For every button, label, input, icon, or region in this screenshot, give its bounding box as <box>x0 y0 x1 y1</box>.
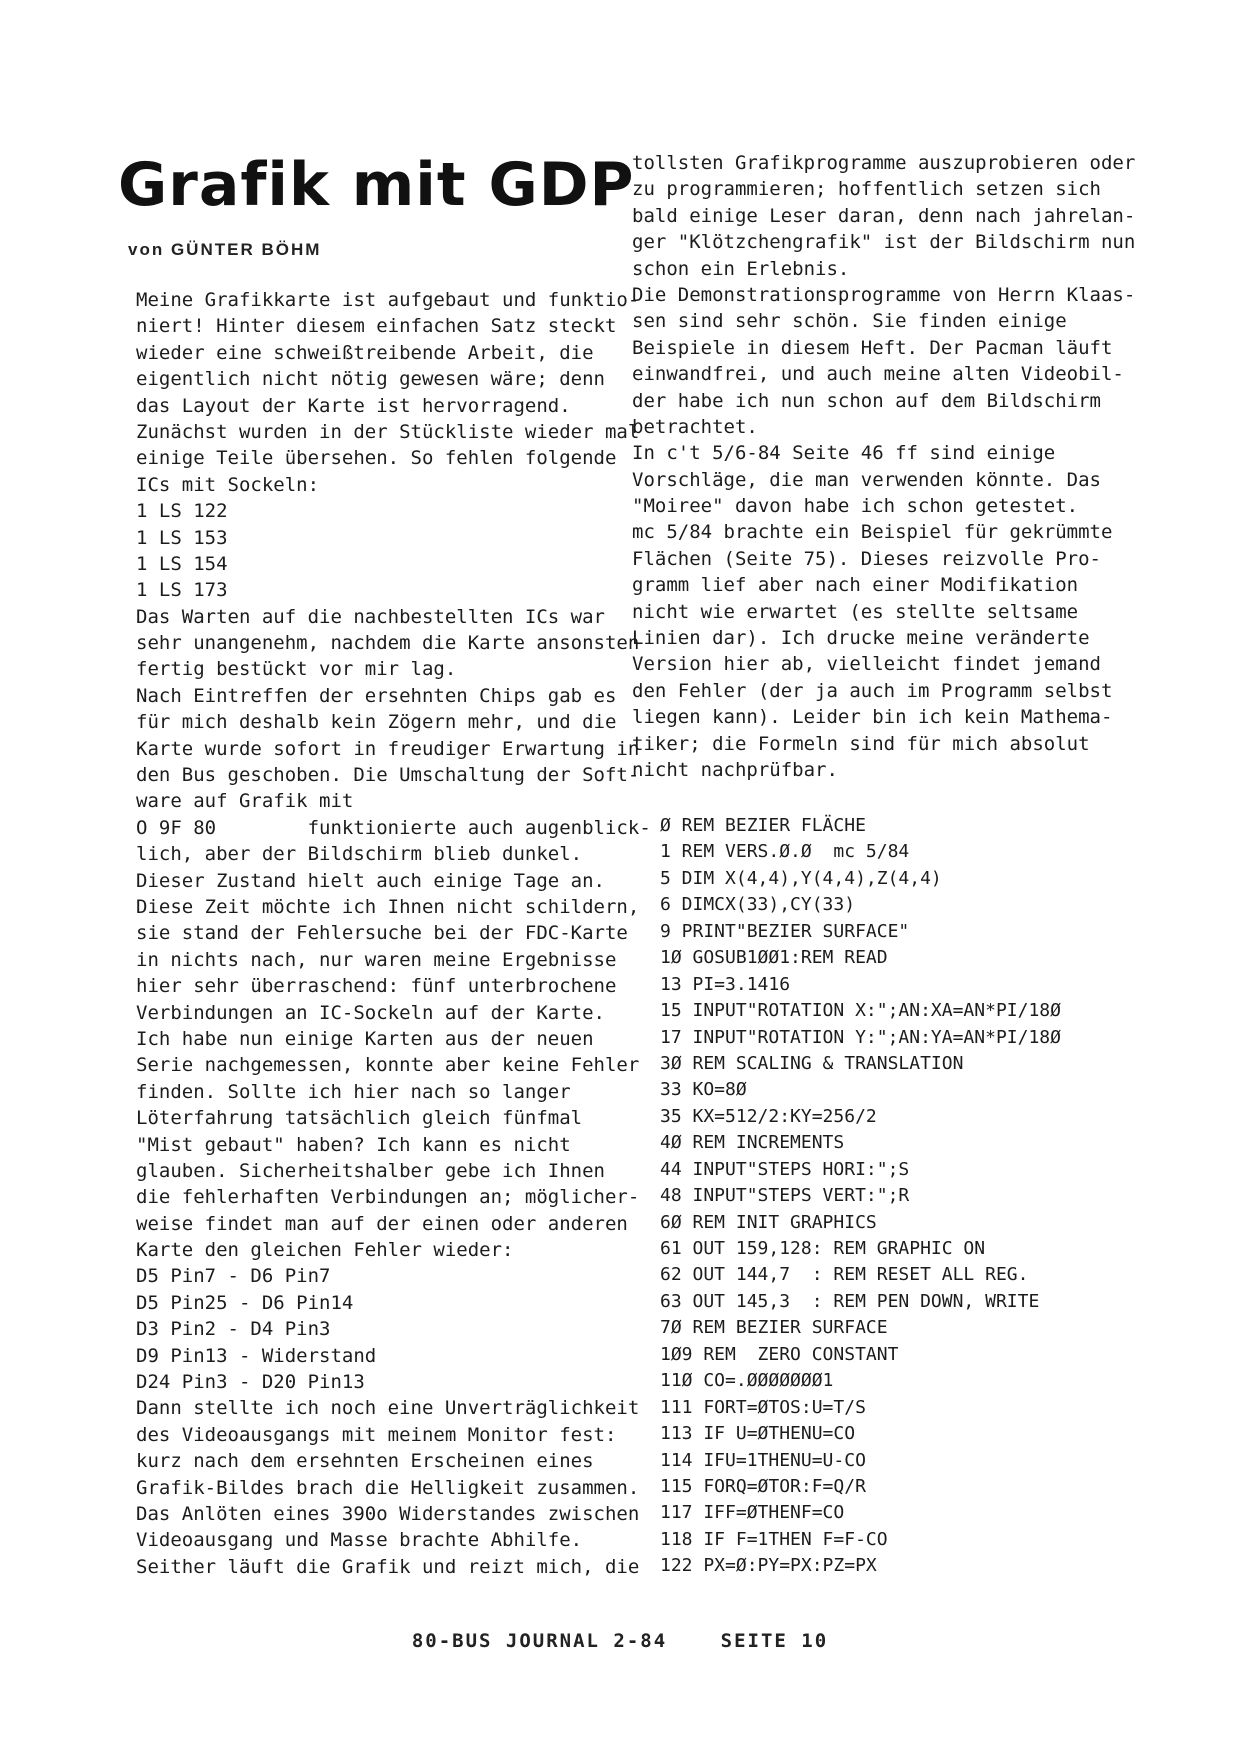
text-line: Dieser Zustand hielt auch einige Tage an. <box>136 869 605 892</box>
text-line: zu programmieren; hoffentlich setzen sich <box>632 178 1101 201</box>
code-line: 113 IF U=ØTHENU=CO <box>660 1423 856 1445</box>
text-line: 1 LS 153 <box>136 526 228 549</box>
text-line: "Mist gebaut" haben? Ich kann es nicht <box>136 1133 571 1156</box>
text-line: für mich deshalb kein Zögern mehr, und die <box>136 711 617 734</box>
text-line: niert! Hinter diesem einfachen Satz steckt <box>136 315 617 338</box>
code-line: 13 PI=3.1416 <box>660 973 791 995</box>
text-line: den Bus geschoben. Die Umschaltung der Soft- <box>136 764 640 787</box>
text-line: Nach Eintreffen der ersehnten Chips gab es <box>136 684 617 707</box>
article-byline: von GÜNTER BÖHM <box>128 240 322 259</box>
text-line: in nichts nach, nur waren meine Ergebnisse <box>136 948 617 971</box>
text-line: Das Anlöten eines 390o Widerstandes zwischen <box>136 1502 640 1525</box>
text-line: ICs mit Sockeln: <box>136 473 320 496</box>
text-line: Videoausgang und Masse brachte Abhilfe. <box>136 1529 583 1552</box>
text-line: der habe ich nun schon auf dem Bildschirm <box>632 389 1101 412</box>
code-line: 17 INPUT"ROTATION Y:";AN:YA=AN*PI/18Ø <box>660 1026 1061 1048</box>
text-line: die fehlerhaften Verbindungen an; möglicher- <box>136 1186 640 1209</box>
code-line: 6 DIMCX(33),CY(33) <box>660 894 856 916</box>
code-line: 1 REM VERS.Ø.Ø mc 5/84 <box>660 841 910 863</box>
text-line: Dann stellte ich noch eine Unverträglichkeit <box>136 1397 640 1420</box>
text-line: fertig bestückt vor mir lag. <box>136 658 457 681</box>
text-line: wieder eine schweißtreibende Arbeit, die <box>136 341 594 364</box>
text-line: hier sehr überraschend: fünf unterbrochene <box>136 975 617 998</box>
code-line: 3Ø REM SCALING & TRANSLATION <box>660 1052 964 1074</box>
text-line: Linien dar). Ich drucke meine veränderte <box>632 627 1090 650</box>
text-line: In c't 5/6-84 Seite 46 ff sind einige <box>632 442 1056 465</box>
text-line: Karte wurde sofort in freudiger Erwartung in <box>136 737 640 760</box>
code-line: 6Ø REM INIT GRAPHICS <box>660 1211 877 1233</box>
text-line: tollsten Grafikprogramme auszuprobieren oder <box>632 152 1136 174</box>
text-line: Serie nachgemessen, konnte aber keine Fehler <box>136 1054 640 1077</box>
text-line: finden. Sollte ich hier nach so langer <box>136 1080 571 1103</box>
code-line: 48 INPUT"STEPS VERT:";R <box>660 1185 910 1207</box>
text-line: ger "Klötzchengrafik" ist der Bildschirm nun <box>632 231 1136 254</box>
code-line: 7Ø REM BEZIER SURFACE <box>660 1317 888 1339</box>
text-line: betrachtet. <box>632 415 758 438</box>
text-line: nicht wie erwartet (es stellte seltsame <box>632 600 1079 623</box>
text-line: tiker; die Formeln sind für mich absolut <box>632 732 1090 755</box>
text-line: Karte den gleichen Fehler wieder: <box>136 1239 514 1262</box>
text-line: Flächen (Seite 75). Dieses reizvolle Pro- <box>632 547 1101 570</box>
text-line: Seither läuft die Grafik und reizt mich, die <box>136 1555 640 1578</box>
text-line: Beispiele in diesem Heft. Der Pacman läuft <box>632 336 1113 359</box>
text-line: Löterfahrung tatsächlich gleich fünfmal <box>136 1107 583 1130</box>
code-line: 44 INPUT"STEPS HORI:";S <box>660 1158 910 1180</box>
text-line: mc 5/84 brachte ein Beispiel für gekrümmte <box>632 521 1113 544</box>
code-line: 117 IFF=ØTHENF=CO <box>660 1502 845 1524</box>
text-line: Zunächst wurden in der Stückliste wieder mal <box>136 420 640 443</box>
text-line: den Fehler (der ja auch im Programm selbst <box>632 679 1113 702</box>
text-line: Das Warten auf die nachbestellten ICs war <box>136 605 605 628</box>
text-line: O 9F 80 funktionierte auch augenblick- <box>136 816 651 839</box>
code-line: 114 IFU=1THENU=U-CO <box>660 1449 866 1471</box>
code-line: 115 FORQ=ØTOR:F=Q/R <box>660 1475 866 1497</box>
text-line: Grafik-Bildes brach die Helligkeit zusammen. <box>136 1476 640 1499</box>
text-line: Ich habe nun einige Karten aus der neuen <box>136 1027 594 1050</box>
text-line: kurz nach dem ersehnten Erscheinen eines <box>136 1450 594 1473</box>
text-line: D5 Pin25 - D6 Pin14 <box>136 1291 354 1314</box>
text-line: Verbindungen an IC-Sockeln auf der Karte. <box>136 1001 605 1024</box>
text-line: einige Teile übersehen. So fehlen folgende <box>136 447 617 470</box>
code-line: 61 OUT 159,128: REM GRAPHIC ON <box>660 1238 986 1259</box>
code-line: Ø REM BEZIER FLÄCHE <box>660 815 866 836</box>
article-title: Grafik mit GDP <box>118 150 635 220</box>
text-line: D3 Pin2 - D4 Pin3 <box>136 1318 331 1341</box>
text-line: lich, aber der Bildschirm blieb dunkel. <box>136 843 583 866</box>
text-line: liegen kann). Leider bin ich kein Mathema- <box>632 706 1113 729</box>
text-line: gramm lief aber nach einer Modifikation <box>632 574 1079 597</box>
text-line: glauben. Sicherheitshalber gebe ich Ihnen <box>136 1159 605 1182</box>
text-line: 1 LS 173 <box>136 579 228 602</box>
basic-code-listing <box>660 813 1110 1580</box>
text-line: einwandfrei, und auch meine alten Videobil- <box>632 363 1124 386</box>
text-line: Diese Zeit möchte ich Ihnen nicht schildern, <box>136 895 640 918</box>
left-text-column <box>136 287 651 1580</box>
code-line: 111 FORT=ØTOS:U=T/S <box>660 1396 866 1418</box>
footer-journal: 80-BUS JOURNAL 2-84 <box>411 1630 668 1652</box>
text-line: sie stand der Fehlersuche bei der FDC-Karte <box>136 922 628 945</box>
text-line: sehr unangenehm, nachdem die Karte ansonsten <box>136 632 640 655</box>
text-line: D9 Pin13 - Widerstand <box>136 1344 377 1367</box>
code-line: 118 IF F=1THEN F=F-CO <box>660 1528 888 1550</box>
code-line: 11Ø CO=.ØØØØØØØ1 <box>660 1370 834 1392</box>
text-line: eigentlich nicht nötig gewesen wäre; denn <box>136 368 605 391</box>
footer-page-number: SEITE 10 <box>720 1630 829 1652</box>
code-line: 33 KO=8Ø <box>660 1079 747 1101</box>
text-line: 1 LS 154 <box>136 552 228 575</box>
code-line: 5 DIM X(4,4),Y(4,4),Z(4,4) <box>660 867 942 889</box>
text-line: sen sind sehr schön. Sie finden einige <box>632 310 1067 333</box>
text-line: bald einige Leser daran, denn nach jahrelan- <box>632 204 1136 227</box>
right-text-column <box>632 150 1136 783</box>
text-line: des Videoausgangs mit meinem Monitor fest: <box>136 1423 617 1446</box>
text-line: das Layout der Karte ist hervorragend. <box>136 394 571 417</box>
page-footer <box>0 1630 1240 1652</box>
code-line: 35 KX=512/2:KY=256/2 <box>660 1105 877 1127</box>
code-line: 1Ø9 REM ZERO CONSTANT <box>660 1343 899 1365</box>
text-line: Vorschläge, die man verwenden könnte. Das <box>632 468 1101 491</box>
code-line: 62 OUT 144,7 : REM RESET ALL REG. <box>660 1264 1029 1286</box>
code-line: 9 PRINT"BEZIER SURFACE" <box>660 920 910 942</box>
code-line: 4Ø REM INCREMENTS <box>660 1132 845 1154</box>
text-line: Die Demonstrationsprogramme von Herrn Klaas- <box>632 283 1136 306</box>
code-line: 122 PX=Ø:PY=PX:PZ=PX <box>660 1555 877 1577</box>
code-line: 15 INPUT"ROTATION X:";AN:XA=AN*PI/18Ø <box>660 1000 1061 1022</box>
text-line: "Moiree" davon habe ich schon getestet. <box>632 495 1079 518</box>
code-line: 63 OUT 145,3 : REM PEN DOWN, WRITE <box>660 1290 1040 1312</box>
text-line: Version hier ab, vielleicht findet jemand <box>632 653 1101 676</box>
text-line: 1 LS 122 <box>136 500 228 523</box>
text-line: ware auf Grafik mit <box>136 790 354 813</box>
text-line: D24 Pin3 - D20 Pin13 <box>136 1371 365 1394</box>
code-line: 1Ø GOSUB1ØØ1:REM READ <box>660 947 888 969</box>
text-line: weise findet man auf der einen oder anderen <box>136 1212 628 1235</box>
text-line: D5 Pin7 - D6 Pin7 <box>136 1265 331 1288</box>
text-line: nicht nachprüfbar. <box>632 758 838 781</box>
text-line: schon ein Erlebnis. <box>632 257 850 280</box>
text-line: Meine Grafikkarte ist aufgebaut und funktio- <box>136 289 640 311</box>
